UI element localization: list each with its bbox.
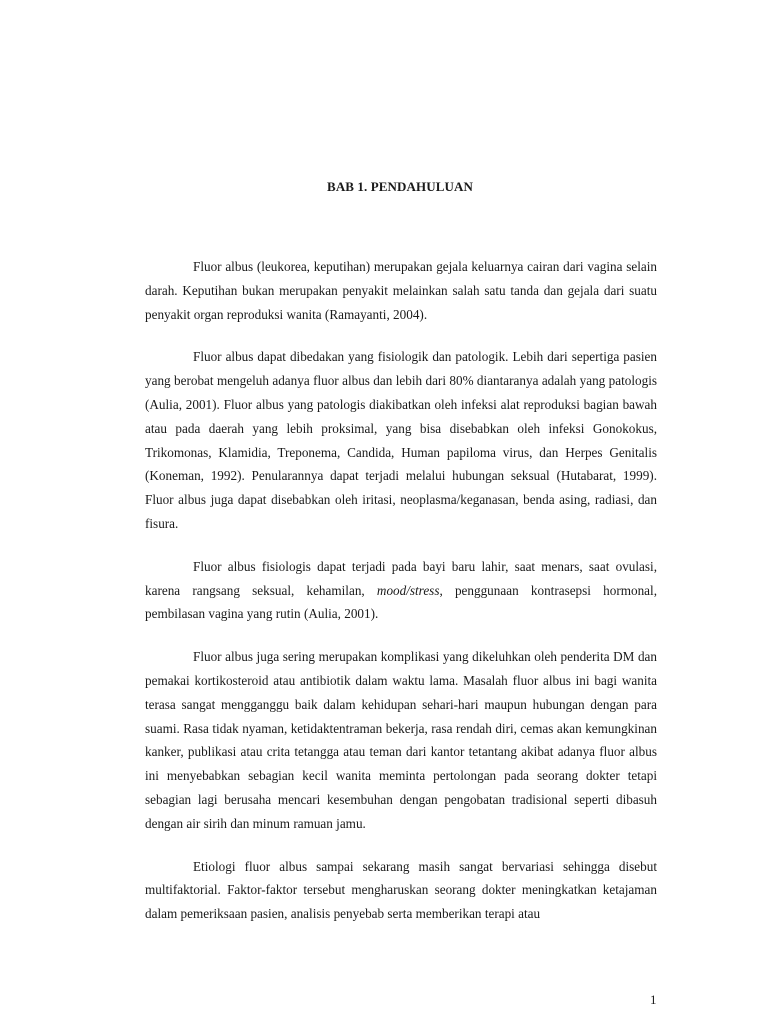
paragraph-1: Fluor albus (leukorea, keputihan) merupakan gejala keluarnya cairan dari vagina selain darah. Keputihan bukan merupakan penyakit melainkan salah satu tanda dan gejala dari suatu penyakit organ reproduksi wanita (Ramayanti, 2004). [145, 259, 657, 322]
body-text [145, 255, 657, 945]
paragraph-3-text-after: , penggunaan kontrasepsi hormonal, pembilasan vagina yang rutin (Aulia, 2001). [145, 582, 657, 622]
page-number: 1 [650, 992, 657, 1007]
paragraph-3-italic-term: mood/stress [376, 582, 440, 598]
paragraph-5: Etiologi fluor albus sampai sekarang masih sangat bervariasi sehingga disebut multifaktorial. Faktor-faktor tersebut mengharuskan seorang dokter meningkatkan ketajaman dalam pemeriksaan pasien, analisis penyebab serta memberikan terapi atau [145, 858, 657, 922]
paragraph-3-text-before: Fluor albus fisiologis dapat terjadi pada bayi baru lahir, saat menars, saat ovulasi, karena rangsang seksual, kehamilan, [145, 558, 657, 598]
paragraph-2: Fluor albus dapat dibedakan yang fisiologik dan patologik. Lebih dari sepertiga pasien yang berobat mengeluh adanya fluor albus dan lebih dari 80% diantaranya adalah yang patologis (Aulia, 2001). Fluor albus yang patologis diakibatkan oleh infeksi alat reproduksi bagian bawah atau pada daerah yang lebih proksimal, yang bisa disebabkan oleh infeksi Gonokokus, Trikomonas, Klamidia, Treponema, Candida, Human papiloma virus, dan Herpes Genitalis (Koneman, 1992). Penularannya dapat terjadi melalui hubungan seksual (Hutabarat, 1999). Fluor albus juga dapat disebabkan oleh iritasi, neoplasma/keganasan, benda asing, radiasi, dan fisura. [145, 349, 657, 531]
paragraph-4: Fluor albus juga sering merupakan komplikasi yang dikeluhkan oleh penderita DM dan pemakai kortikosteroid atau antibiotik dalam waktu lama. Masalah fluor albus ini bagi wanita terasa sangat mengganggu baik dalam kehidupan sehari-hari maupun hubungan dengan para suami. Rasa tidak nyaman, ketidaktentraman bekerja, rasa rendah diri, cemas akan kemungkinan kanker, publikasi atau crita tetangga atau teman dari kantor tetantang akibat adanya fluor albus ini menyebabkan sebagian kecil wanita meminta pertolongan pada seorang dokter tetapi sebagian lagi berusaha mencari kesembuhan dengan pengobatan tradisional seperti dibasuh dengan air sirih dan minum ramuan jamu. [145, 649, 657, 831]
paragraph-3 [145, 555, 657, 626]
chapter-title: BAB 1. PENDAHULUAN [327, 179, 473, 194]
